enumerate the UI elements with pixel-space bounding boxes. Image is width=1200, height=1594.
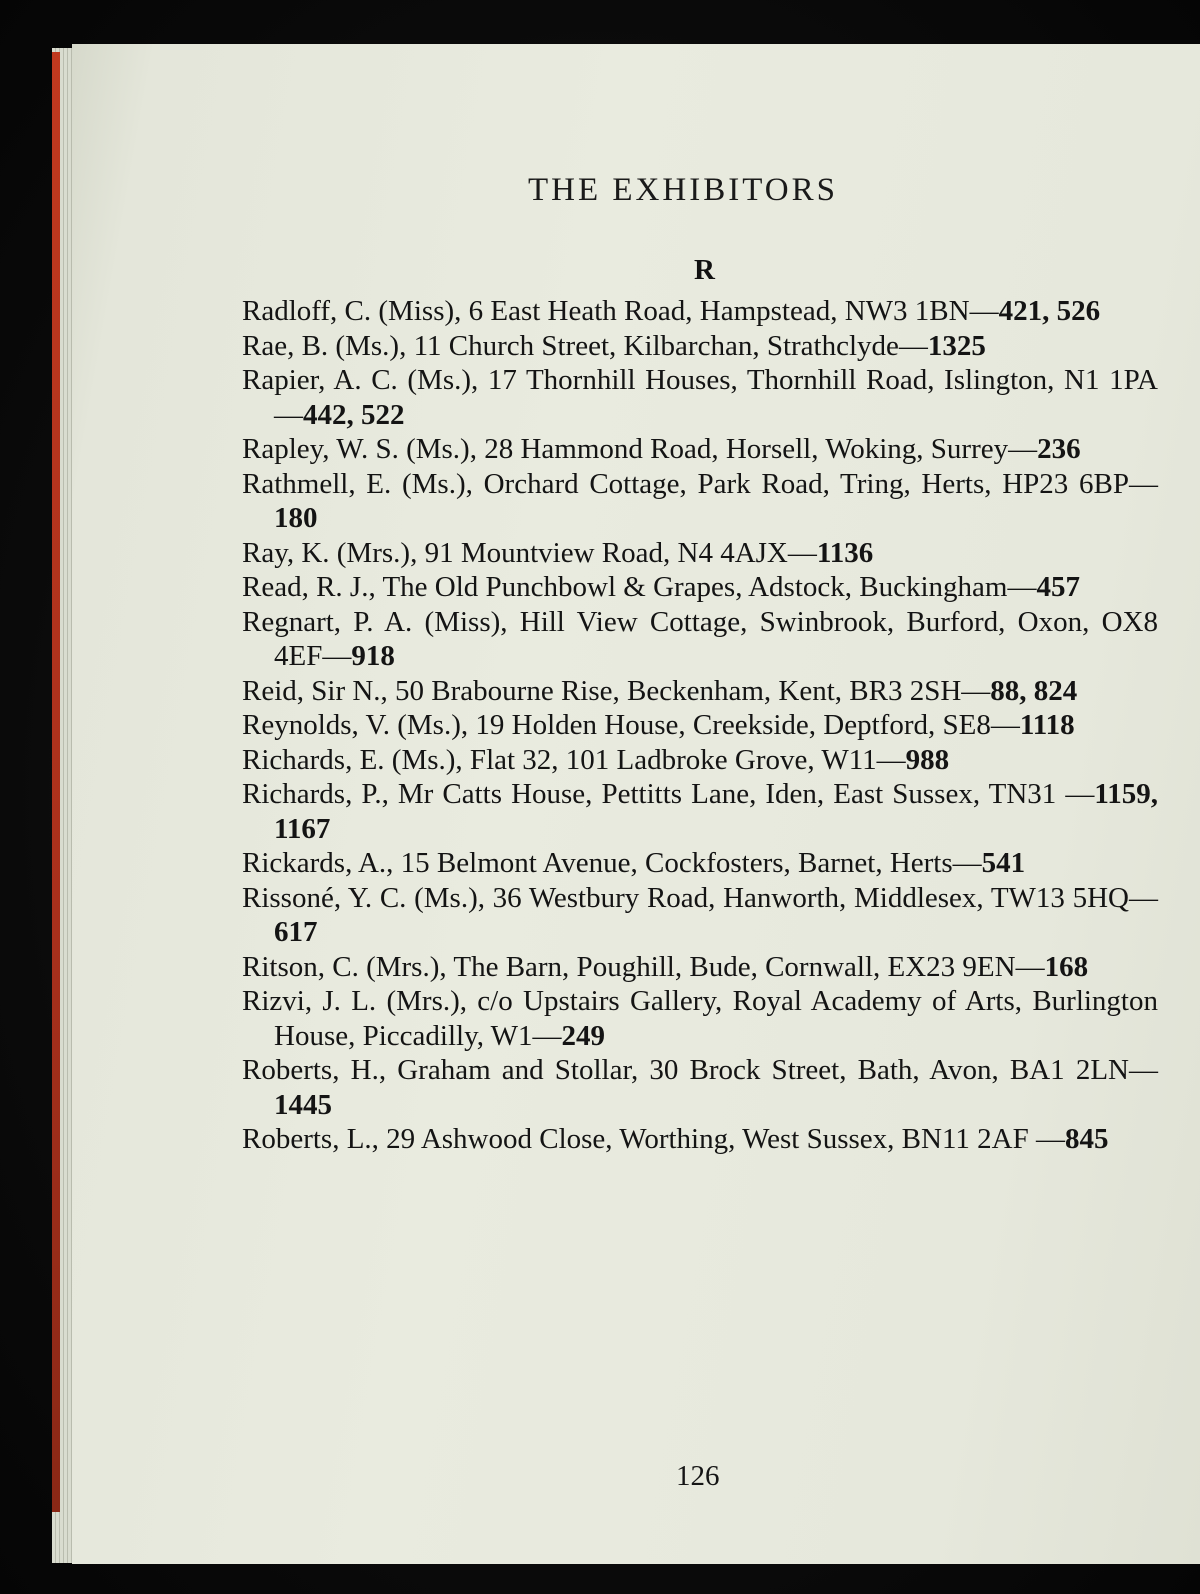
- entry-text: Rapley, W. S. (Ms.), 28 Hammond Road, Horsell, Woking, Surrey—: [242, 433, 1038, 465]
- list-item: [242, 674, 1158, 709]
- list-item: [242, 605, 1158, 674]
- entry-text: Rissoné, Y. C. (Ms.), 36 Westbury Road, Hanworth, Middlesex, TW13 5HQ—: [242, 881, 1158, 914]
- entry-numbers: 442, 522: [303, 398, 405, 431]
- entry-text: Regnart, P. A. (Miss), Hill View Cottage, Swinbrook, Burford, Oxon, OX8 4EF—: [242, 605, 1158, 672]
- entry-numbers: 1136: [816, 536, 874, 569]
- entry-text: Rathmell, E. (Ms.), Orchard Cottage, Park Road, Tring, Herts, HP23 6BP—: [242, 467, 1158, 500]
- entry-numbers: 1159, 1167: [274, 778, 1158, 845]
- book-cover-edge: [52, 52, 60, 1512]
- page-number: 126: [676, 1460, 720, 1492]
- list-item: [242, 294, 1158, 329]
- entry-numbers: 617: [274, 916, 318, 948]
- entry-numbers: 1445: [274, 1088, 332, 1121]
- entry-numbers: 88, 824: [990, 674, 1078, 707]
- list-item: [242, 432, 1158, 467]
- exhibitor-list: [242, 294, 1158, 1157]
- list-item: [242, 1122, 1158, 1157]
- entry-text: Richards, E. (Ms.), Flat 32, 101 Ladbroke Grove, W11—: [242, 743, 906, 776]
- entry-numbers: 236: [1037, 433, 1081, 465]
- entry-text: Radloff, C. (Miss), 6 East Heath Road, Hampstead, NW3 1BN—: [242, 295, 999, 327]
- entry-text: Roberts, H., Graham and Stollar, 30 Brock Street, Bath, Avon, BA1 2LN—: [242, 1054, 1158, 1086]
- entry-numbers: 541: [981, 847, 1026, 879]
- entry-numbers: 1118: [1019, 709, 1075, 741]
- list-item: [242, 950, 1158, 985]
- entry-text: Rizvi, J. L. (Mrs.), c/o Upstairs Gallery, Royal Academy of Arts, Burlington House, Piccadilly, W1—: [242, 985, 1158, 1052]
- list-item: [242, 363, 1158, 432]
- list-item: [242, 743, 1158, 778]
- entry-numbers: 988: [905, 743, 950, 776]
- list-item: [242, 467, 1158, 536]
- list-item: [242, 329, 1158, 364]
- entry-numbers: 1325: [927, 329, 986, 362]
- entry-numbers: 845: [1064, 1123, 1109, 1155]
- list-item: [242, 708, 1158, 743]
- list-item: [242, 881, 1158, 950]
- entry-text: Reid, Sir N., 50 Brabourne Rise, Beckenham, Kent, BR3 2SH—: [242, 674, 991, 707]
- entry-numbers: 421, 526: [998, 295, 1101, 327]
- list-item: [242, 570, 1158, 605]
- list-item: [242, 536, 1158, 571]
- entry-numbers: 180: [274, 502, 318, 534]
- entry-numbers: 168: [1044, 950, 1089, 983]
- running-head: THE EXHIBITORS: [528, 172, 838, 208]
- entry-text: Reynolds, V. (Ms.), 19 Holden House, Creekside, Deptford, SE8—: [242, 709, 1020, 741]
- entry-text: Rae, B. (Ms.), 11 Church Street, Kilbarchan, Strathclyde—: [242, 329, 928, 362]
- list-item: [242, 984, 1158, 1053]
- entry-numbers: 249: [561, 1019, 606, 1052]
- entry-text: Rapier, A. C. (Ms.), 17 Thornhill Houses, Thornhill Road, Islington, N1 1PA—: [242, 364, 1158, 431]
- section-letter: R: [694, 254, 715, 286]
- list-item: [242, 846, 1158, 881]
- entry-text: Roberts, L., 29 Ashwood Close, Worthing, West Sussex, BN11 2AF —: [242, 1123, 1065, 1155]
- entry-text: Ritson, C. (Mrs.), The Barn, Poughill, Bude, Cornwall, EX23 9EN—: [242, 950, 1045, 983]
- list-item: [242, 1053, 1158, 1122]
- entry-numbers: 457: [1036, 571, 1080, 603]
- entry-text: Ray, K. (Mrs.), 91 Mountview Road, N4 4AJX—: [242, 536, 817, 569]
- entry-text: Richards, P., Mr Catts House, Pettitts Lane, Iden, East Sussex, TN31 —: [242, 778, 1095, 810]
- entry-text: Read, R. J., The Old Punchbowl & Grapes, Adstock, Buckingham—: [242, 571, 1037, 603]
- entry-text: Rickards, A., 15 Belmont Avenue, Cockfosters, Barnet, Herts—: [242, 847, 982, 879]
- list-item: [242, 777, 1158, 846]
- book-page: [72, 44, 1200, 1564]
- entry-numbers: 918: [351, 640, 395, 672]
